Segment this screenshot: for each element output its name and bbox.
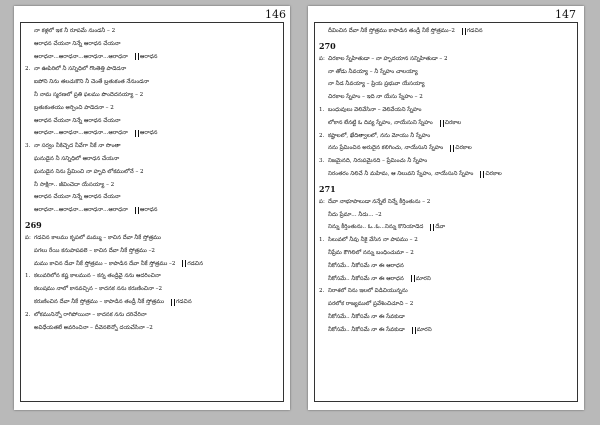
lyric-line [319,91,573,104]
lyric-text: ఘనుడైన నిను ప్రేమించి నా హృది లోకములోనే – 2 [34,168,144,175]
song-number: 271 [319,183,336,194]
lyric-text: కలువరిలోన కష్ట కాలమున – కన్న తండ్రివై నను ఆదరించినా [34,273,161,280]
lyric-text: నా నీడ నీవయ్యా – ప్రియ ప్రభువా యేసయ్యా [328,81,425,88]
lyric-text: ఆరాధనా...ఆరాధనా...ఆరాధనా...ఆరాధనా [34,130,128,137]
lyric-line [25,258,279,271]
left-page-number: 146 [265,8,286,21]
refrain-label: ఆరాధన [139,130,158,137]
bar-divider [415,327,416,334]
lyric-line [319,130,573,143]
lyric-text: నీకోసమే.. నీకోసమే నా ఈ సేవకుడా [328,326,405,333]
lyric-line [319,53,573,66]
lyric-text: కలుషము నాలో కానవచ్చిన – కాదనక నను కరుణించినా –2 [34,286,163,293]
refrain-marker [439,117,461,130]
bar-divider [182,260,183,267]
lyric-line [25,51,279,64]
lyric-text: లోకమునిన్నో రాగిపోయినా – కాదనక నను దరిచేరినా [34,311,147,318]
bar-divider [440,120,441,127]
bar-divider [433,224,434,231]
bar-divider [174,299,175,306]
lyric-line [319,104,573,117]
lyric-text: అవిధేయతలే అవరించినా – దీవెనలెన్నో దయచేసినా –2 [34,324,153,331]
lyric-line [25,270,279,283]
bar-divider [135,207,136,214]
refrain-marker [134,51,158,64]
lyric-line [319,260,573,273]
right-page-number: 147 [555,8,576,21]
verse-number: ప: [319,55,325,62]
refrain-label: గడచిన [176,298,192,305]
bar-divider [465,28,466,35]
lyric-text: కష్టాలలో, ఖేదిత్వాలలో, నను మోయు నీ స్నేహం [328,132,431,139]
right-page [308,6,584,410]
bar-divider [483,171,484,178]
lyric-line [319,247,573,260]
lyric-text: పరలోక రాజ్యములో ప్రవేశించిచూచి – 2 [328,301,414,308]
lyric-text: చిరకాల స్నేహం – ఇది నా యేసు స్నేహం – 2 [328,94,423,101]
lyric-line [25,115,279,128]
refrain-marker [134,127,158,140]
bar-divider [185,260,186,267]
refrain-label: దేవా [435,224,446,231]
lyric-text: నిరాశలో నిను ఇలలో విడిచియున్నను [328,288,408,295]
lyric-text: నా ఊపిరిలో నీ సన్నిధిలో గొంతెత్తి పాడెదనా [34,66,127,73]
lyric-line [25,245,279,258]
bar-divider [414,275,415,282]
lyric-text: సిలువలో నీవు నీకై వేసిన నా పాపము – 2 [328,237,418,244]
bar-divider [138,207,139,214]
refrain-label: గడచిన [187,260,204,267]
bar-divider [443,120,444,127]
lyric-line [25,89,279,102]
bar-divider [411,275,412,282]
lyric-text: నీకోసమే.. నీకోసమే నా ఈ సేవకుడా [328,313,405,320]
verse-number: 3. [319,158,325,165]
refrain-label: చిరకాల [455,145,472,152]
refrain-marker [170,296,192,309]
lyric-text: పగలు రేయి కనుపాపవలె – కాచిన దేవా నీకే స్తోత్రము –2 [34,247,155,254]
lyric-text: ఘనుడైన నీ సన్నిధిలో ఆరాధన చేయనా [34,155,120,162]
bar-divider [430,224,431,231]
refrain-label: ఆరాధన [139,53,158,60]
lyric-text: బంధువులు వెలివేసినా – వెలివేయని స్నేహం [328,106,422,113]
verse-number: 2. [319,288,325,295]
refrain-label: ఆరాధన [139,207,158,214]
lyric-text: నీకోసమే.. నీకోసమే నా ఈ ఆరాధన [328,275,404,282]
lyric-text: నీకోసమే.. నీకోసమే నా ఈ ఆరాధన [328,262,404,269]
lyric-line [319,155,573,168]
bar-divider [135,53,136,60]
lyric-text: బ్రతుకంతయు అర్పించి పాడెదనా – 2 [34,104,114,111]
lyric-text: నీ నామ స్మరణలో ప్రతి ఫలము పొందెదనయ్యా – 2 [34,91,144,98]
lyric-line [319,273,573,286]
lyric-line [25,296,279,309]
bar-divider [480,171,481,178]
lyric-line [319,298,573,311]
lyric-line [25,127,279,140]
song-number: 269 [25,219,42,230]
lyric-text: దీవించిన దేవా నీకే స్తోత్రము కాపాడిన తండ్రీ నీకే స్తోత్రము–2 [328,28,455,34]
bar-divider [450,145,451,152]
lyric-line [25,38,279,51]
verse-number: 3. [25,143,31,150]
bar-divider [462,28,463,35]
lyric-line [319,117,573,130]
lyric-text: నిరంతరం నిలిచే నీ మహిమ, ఆ నిలువని స్నేహం, నాయేసుని స్నేహం [328,170,474,177]
refrain-marker [411,324,432,337]
lyric-line [319,324,573,337]
refrain-label: మారని [416,326,432,333]
verse-number: ప: [319,198,325,205]
lyric-line [25,179,279,192]
refrain-marker [410,273,431,286]
lyric-text: ఆరాధనా...ఆరాధనా...ఆరాధనా...ఆరాధనా [34,53,128,60]
lyric-line [319,142,573,155]
lyric-line [25,166,279,179]
lyric-line [319,285,573,298]
lyric-line [25,76,279,89]
bar-divider [138,53,139,60]
lyric-line [319,168,573,181]
lyric-line [25,63,279,76]
lyric-text: నా సర్వం నీకిచ్చెద నీవేగా నీకే నా సొంతా [34,143,121,150]
verse-number: 2. [25,311,31,318]
lyric-text: నా తోడు నీవయ్యా – నీ స్నేహం చాలయ్యా [328,68,418,75]
lyric-text: ఆరాధన చేయనా నిన్నే ఆరాధన చేయనా [34,40,121,47]
lyric-line [319,209,573,222]
refrain-label: మారని [415,275,431,282]
left-page-frame [20,22,284,402]
refrain-marker [429,221,445,234]
lyric-text: ఆరాధనా...ఆరాధనా...ఆరాధనా...ఆరాధనా [34,207,128,214]
lyric-text: నీ సాక్షిగా.. జీవించెదా యేసయ్యా – 2 [34,181,115,188]
right-page-frame [314,22,578,402]
refrain-label: చిరకాల [444,119,462,126]
bar-divider [135,130,136,137]
lyric-line [319,196,573,209]
lyric-text: ఆరాధన చేయనా నిన్నే ఆరాధన చేయనా [34,194,121,201]
lyric-text: ఐపోని నిను తలచుకొని నీ చెంతే బ్రతుకంత నేనుండనా [34,79,150,86]
refrain-marker [134,204,158,217]
refrain-marker [181,258,203,271]
lyric-text: ఆరాధన చేయనా నిన్నే ఆరాధన చేయనా [34,117,121,124]
bar-divider [138,130,139,137]
lyric-text: నా కళ్లలో ఇక నీ రూపమే నుండనీ – 2 [34,28,116,34]
lyric-line [25,204,279,217]
lyric-line [319,78,573,91]
lyric-text: చిరకాల స్నేహితుడా – నా హృదయాన సన్నిహితుడా – 2 [328,55,448,62]
lyric-line [319,221,573,234]
verse-number: 2. [25,66,31,73]
bar-divider [453,145,454,152]
lyric-line [25,283,279,296]
lyric-line [25,153,279,166]
lyric-text: కరుణించిన దేవా నీకే స్తోత్రము – కాపాడిన తండ్రీ నీకే స్తోత్రము [34,298,165,305]
verse-number: 1. [25,273,31,280]
lyric-line [25,232,279,245]
refrain-marker [449,142,471,155]
lyric-line [319,25,573,38]
lyric-line [25,25,279,38]
lyric-line [319,311,573,324]
lyric-line [25,309,279,322]
verse-number: ప: [25,234,31,241]
verse-number: 1. [319,106,325,113]
bar-divider [412,327,413,334]
bar-divider [171,299,172,306]
refrain-label: చిరకాల [485,170,502,177]
lyric-text: మము కాచిన దేవా నీకే స్తోత్రము – కాపాడిన దేవా నీకే స్తోత్రము –2 [34,260,176,267]
left-page [14,6,290,410]
verse-number: 1. [319,237,325,244]
lyric-line [319,66,573,79]
lyric-text: గడచిన కాలము కృపలో మమ్ము – కాచిన దేవా నీకే స్తోత్రము [34,234,161,241]
lyric-text: నిన్ను కీర్తింతును.. ఓ..ఓ...నిన్ను కొనియాడెద [328,224,424,231]
refrain-marker [479,168,501,181]
refrain-label: గడచిన [466,28,483,34]
lyric-text: దేవా నాభూపాలుడా నన్నేలే నిన్నే కీర్తింతును – 2 [328,198,431,205]
lyric-line [25,140,279,153]
lyric-text: నీప్రేమ కౌగిలిలో నన్ను బంధించుమా – 2 [328,249,414,256]
refrain-marker [461,25,483,38]
lyric-text: నను ప్రేమించిన అరుదైన కలిగించు, నాయేసుని స్నేహం [328,145,444,152]
verse-number: 2. [319,132,325,139]
lyric-text: నీదు ప్రేమా... నీదు... –2 [328,211,382,218]
lyric-line [319,234,573,247]
lyric-line [25,191,279,204]
lyric-line [25,322,279,335]
song-number: 270 [319,40,336,51]
lyric-line [25,102,279,115]
lyric-text: నిజమైనది, నిరుపమైనది – ప్రేమించు నీ స్నేహం [328,158,428,165]
lyric-text: లోకాన లేనట్టి ఓ దివ్య స్నేహం, నాయేసుని స్నేహం [328,119,433,126]
